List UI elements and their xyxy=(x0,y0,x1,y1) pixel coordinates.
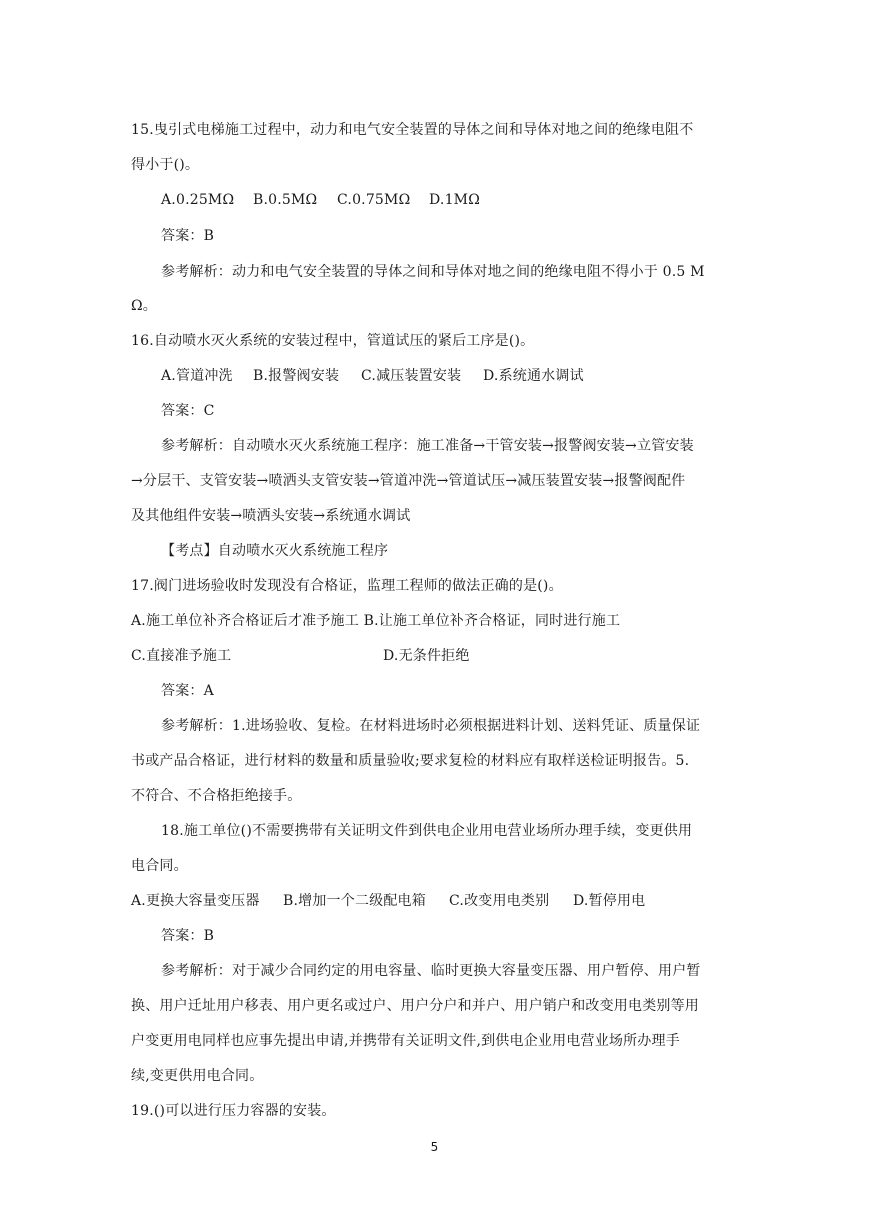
q16-analysis-line-3: 及其他组件安装→喷洒头安装→系统通水调试 xyxy=(131,508,411,524)
q18-option-c: C.改变用电类别 xyxy=(449,893,550,909)
q17-analysis-line-3: 不符合、不合格拒绝接手。 xyxy=(131,788,302,804)
q15-option-c: C.0.75MΩ xyxy=(337,192,411,208)
q15-analysis-line-1: 参考解析：动力和电气安全装置的导体之间和导体对地之间的绝缘电阻不得小于 0.5 M xyxy=(161,264,705,280)
page-number: 5 xyxy=(430,1140,439,1154)
q16-kaodian: 【考点】自动喷水灭火系统施工程序 xyxy=(161,543,389,559)
q15-stem-line-2: 得小于()。 xyxy=(131,157,200,173)
q17-answer: 答案：A xyxy=(161,683,214,699)
q16-option-b: B.报警阀安装 xyxy=(253,368,340,384)
q17-option-a: A.施工单位补齐合格证后才准予施工 xyxy=(131,613,359,629)
q18-stem-line-1: 18.施工单位()不需要携带有关证明文件到供电企业用电营业场所办理手续，变更供用 xyxy=(161,823,693,839)
q15-option-b: B.0.5MΩ xyxy=(253,192,318,208)
q17-analysis-line-1: 参考解析：1.进场验收、复检。在材料进场时必须根据进料计划、送料凭证、质量保证 xyxy=(161,718,701,734)
q18-answer: 答案：B xyxy=(161,928,215,944)
q16-option-a: A.管道冲洗 xyxy=(161,368,233,384)
q17-options-row-1 xyxy=(131,611,620,631)
q15-analysis-line-2: Ω。 xyxy=(131,298,158,314)
q16-option-c: C.减压装置安装 xyxy=(361,368,462,384)
q17-option-d: D.无条件拒绝 xyxy=(383,648,470,664)
q17-analysis-line-2: 书或产品合格证，进行材料的数量和质量验收;要求复检的材料应有取样送检证明报告。5. xyxy=(131,753,690,769)
q18-analysis-line-3: 户变更用电同样也应事先提出申请,并携带有关证明文件,到供电企业用电营业场所办理手 xyxy=(131,1033,680,1049)
q16-options xyxy=(161,366,584,386)
q17-option-c: C.直接准予施工 xyxy=(131,648,232,664)
q18-option-b: B.增加一个二级配电箱 xyxy=(283,893,426,909)
q15-option-d: D.1MΩ xyxy=(429,192,481,208)
q15-option-a: A.0.25MΩ xyxy=(161,192,235,208)
q17-option-b: B.让施工单位补齐合格证，同时进行施工 xyxy=(363,613,621,629)
q18-option-a: A.更换大容量变压器 xyxy=(131,893,260,909)
q16-answer: 答案：C xyxy=(161,403,215,419)
q17-stem: 17.阀门进场验收时发现没有合格证，监理工程师的做法正确的是()。 xyxy=(131,578,563,594)
q18-analysis-line-4: 续,变更供用电合同。 xyxy=(131,1068,264,1084)
q17-options-row-2 xyxy=(131,646,470,666)
q16-stem: 16.自动喷水灭火系统的安装过程中，管道试压的紧后工序是()。 xyxy=(131,333,535,349)
q18-analysis-line-1: 参考解析：对于减少合同约定的用电容量、临时更换大容量变压器、用户暂停、用户暂 xyxy=(161,963,701,979)
q15-answer: 答案：B xyxy=(161,228,215,244)
q15-stem-line-1: 15.曳引式电梯施工过程中，动力和电气安全装置的导体之间和导体对地之间的绝缘电阻不 xyxy=(131,122,694,138)
q18-analysis-line-2: 换、用户迁址用户移表、用户更名或过户、用户分户和并户、用户销户和改变用电类别等用 xyxy=(131,998,699,1014)
q19-stem: 19.()可以进行压力容器的安装。 xyxy=(131,1103,336,1119)
q16-analysis-line-2: →分层干、支管安装→喷洒头支管安装→管道冲洗→管道试压→减压装置安装→报警阀配件 xyxy=(131,473,686,489)
q15-options xyxy=(161,190,480,210)
q16-analysis-line-1: 参考解析：自动喷水灭火系统施工程序：施工准备→干管安装→报警阀安装→立管安装 xyxy=(161,438,694,454)
q16-option-d: D.系统通水调试 xyxy=(483,368,584,384)
q18-options xyxy=(131,891,645,911)
q18-option-d: D.暂停用电 xyxy=(573,893,646,909)
q18-stem-line-2: 电合同。 xyxy=(131,858,188,874)
